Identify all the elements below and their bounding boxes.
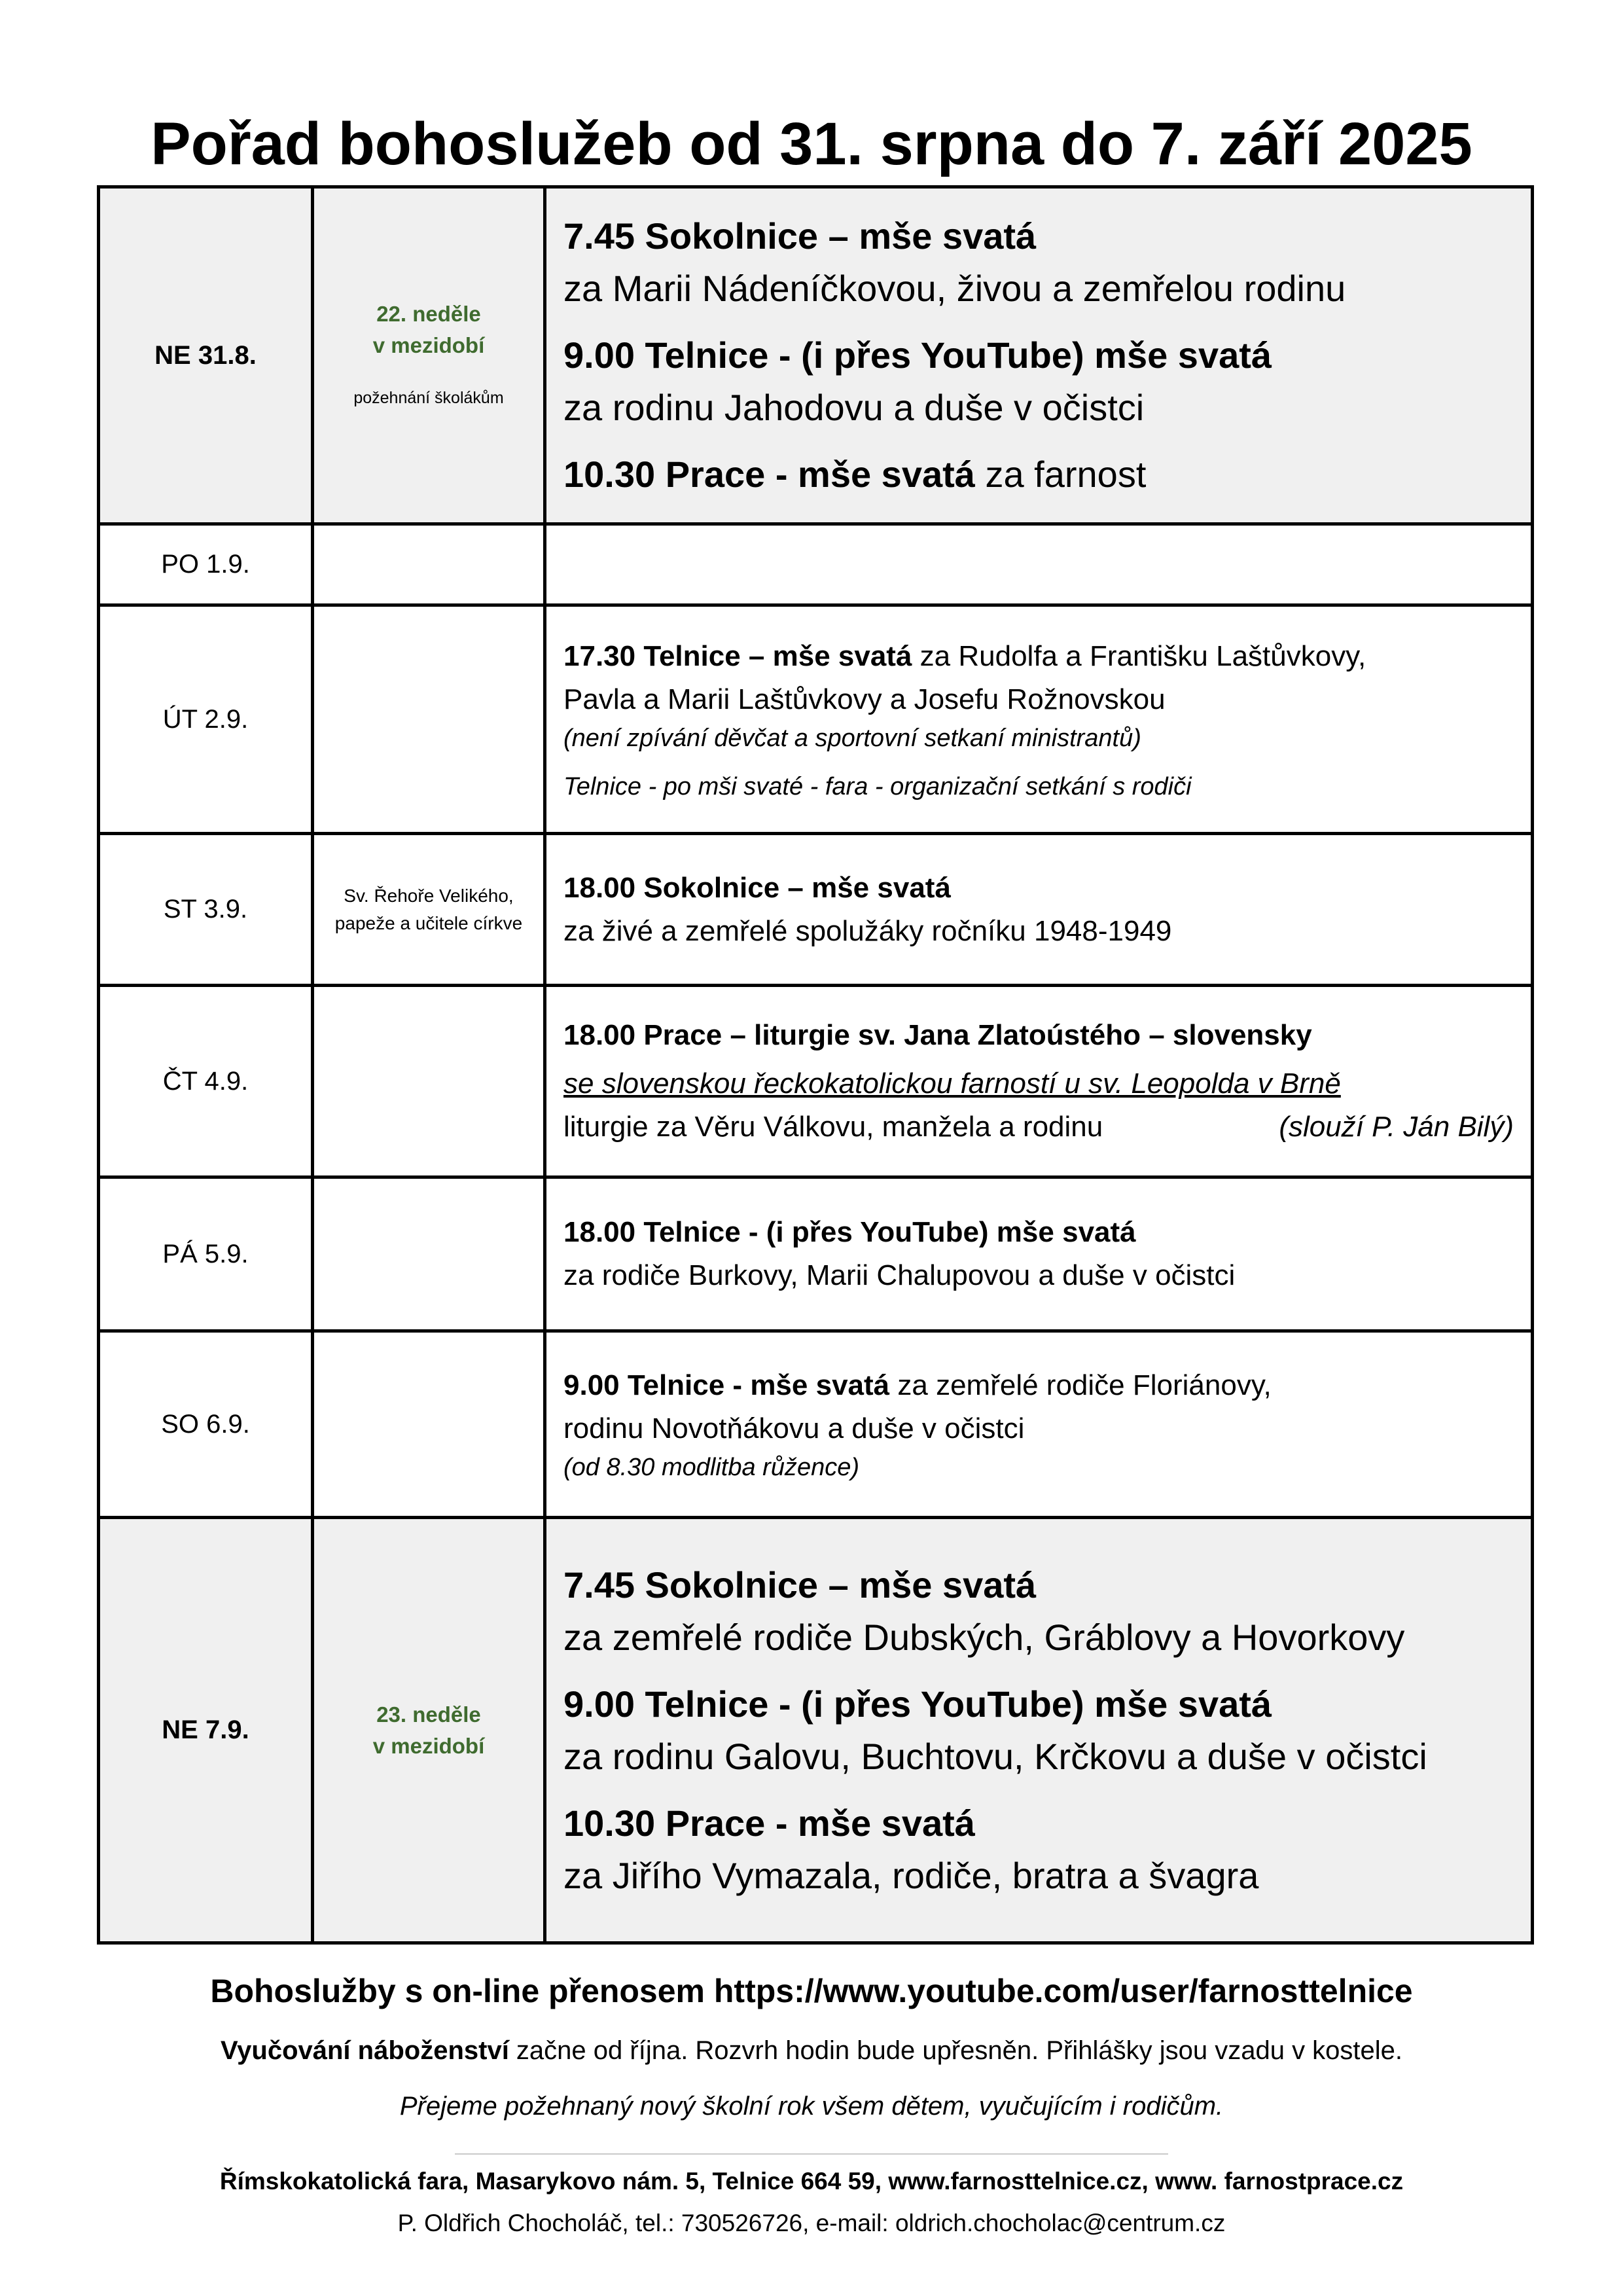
table-row (99, 187, 1533, 524)
mass-cell (545, 605, 1533, 834)
mass-title: 7.45 Sokolnice – mše svatá (563, 1564, 1037, 1605)
mass-intention: za rodiče Burkovy, Marii Chalupovou a duše v očistci (563, 1259, 1236, 1291)
mass-cell (545, 834, 1533, 986)
priest-contact: P. Oldřich Chocholáč, tel.: 730526726, e-mail: oldrich.chocholac@centrum.cz (397, 2210, 1226, 2236)
mass-cell (545, 187, 1533, 524)
mass-intention: za Marii Nádeníčkovou, živou a zemřelou rodinu (563, 268, 1346, 309)
mass-title: 17.30 Telnice – mše svatá (563, 640, 912, 672)
religion-class-label: Vyučování náboženství (220, 2036, 509, 2065)
feast-name-2: v mezidobí (372, 333, 485, 357)
feast-cell (313, 1177, 545, 1331)
mass-intention: za farnost (985, 454, 1147, 495)
mass-intention: za zemřelé rodiče Floriánovy, (897, 1369, 1272, 1401)
day-cell: PÁ 5.9. (99, 1177, 313, 1331)
mass-cell (545, 524, 1533, 605)
mass-note: Telnice - po mši svaté - fara - organizační setkání s rodiči (563, 773, 1192, 800)
mass-cell (545, 1518, 1533, 1943)
table-row (99, 986, 1533, 1177)
mass-note: (od 8.30 modlitba růžence) (563, 1454, 860, 1481)
mass-cell (545, 1177, 1533, 1331)
mass-cell (545, 1331, 1533, 1518)
feast-name: 23. neděle (376, 1702, 481, 1727)
religion-class-text: začne od října. Rozvrh hodin bude upřesněn. Přihlášky jsou vzadu v kostele. (508, 2036, 1403, 2065)
parish-address: Římskokatolická fara, Masarykovo nám. 5, Telnice 664 59, www.farnosttelnice.cz, www. farnostprace.cz (219, 2168, 1404, 2195)
table-row (99, 605, 1533, 834)
feast-cell (313, 1331, 545, 1518)
mass-intention: za Rudolfa a Františku Laštůvkovy, (919, 640, 1366, 672)
mass-title: 18.00 Sokolnice – mše svatá (563, 871, 951, 904)
mass-title: 9.00 Telnice - mše svatá (563, 1369, 890, 1401)
mass-intention: za rodinu Jahodovu a duše v očistci (563, 387, 1145, 428)
day-cell: NE 7.9. (99, 1518, 313, 1943)
day-cell: NE 31.8. (99, 187, 313, 524)
mass-title: 9.00 Telnice - (i přes YouTube) mše svatá (563, 1683, 1272, 1725)
feast-cell (313, 187, 545, 524)
schedule-table (97, 185, 1534, 1945)
mass-title: 7.45 Sokolnice – mše svatá (563, 215, 1037, 257)
feast-cell (313, 834, 545, 986)
page-title: Pořad bohoslužeb od 31. srpna do 7. září 2025 (151, 111, 1472, 177)
mass-note: (není zpívání děvčat a sportovní setkaní ministrantů) (563, 725, 1141, 752)
mass-celebrant: (slouží P. Ján Bilý) (1279, 1111, 1514, 1143)
table-row (99, 1331, 1533, 1518)
feast-cell (313, 1518, 545, 1943)
mass-title: 10.30 Prace - mše svatá (563, 1802, 975, 1844)
day-cell: ČT 4.9. (99, 986, 313, 1177)
mass-intention: za zemřelé rodiče Dubských, Gráblovy a Hovorkovy (563, 1616, 1405, 1658)
feast-name-2: papeže a učitele církve (334, 912, 523, 933)
mass-title: 18.00 Prace – liturgie sv. Jana Zlatoústého – slovensky (563, 1019, 1312, 1051)
day-cell: PO 1.9. (99, 524, 313, 605)
mass-parish: se slovenskou řeckokatolickou farností u sv. Leopolda v Brně (563, 1067, 1341, 1100)
table-row (99, 524, 1533, 605)
day-cell: ÚT 2.9. (99, 605, 313, 834)
day-cell: SO 6.9. (99, 1331, 313, 1518)
mass-intention: liturgie za Věru Válkovu, manžela a rodinu (563, 1111, 1103, 1143)
table-row (99, 834, 1533, 986)
table-row (99, 1177, 1533, 1331)
mass-cell (545, 986, 1533, 1177)
feast-cell (313, 605, 545, 834)
feast-cell (313, 524, 545, 605)
feast-cell (313, 986, 545, 1177)
feast-name: 22. neděle (376, 302, 481, 326)
mass-intention-2: Pavla a Marii Laštůvkovy a Josefu Rožnovskou (563, 683, 1166, 715)
school-year-wish: Přejeme požehnaný nový školní rok všem dětem, vyučujícím i rodičům. (399, 2092, 1224, 2121)
online-broadcast-note: Bohoslužby s on-line přenosem https://www.youtube.com/user/farnosttelnice (210, 1973, 1413, 2009)
religion-class-note (0, 2032, 1623, 2069)
mass-intention-2: rodinu Novotňákovu a duše v očistci (563, 1412, 1025, 1444)
mass-title: 9.00 Telnice - (i přes YouTube) mše svatá (563, 334, 1272, 376)
feast-note: požehnání školákům (353, 389, 504, 407)
footer-divider (455, 2153, 1168, 2155)
mass-intention: za rodinu Galovu, Buchtovu, Krčkovu a duše v očistci (563, 1735, 1427, 1777)
day-cell: ST 3.9. (99, 834, 313, 986)
mass-intention: za živé a zemřelé spolužáky ročníku 1948-1949 (563, 914, 1172, 947)
feast-name: Sv. Řehoře Velikého, (344, 885, 514, 906)
mass-title: 18.00 Telnice - (i přes YouTube) mše svatá (563, 1216, 1136, 1248)
mass-title: 10.30 Prace - mše svatá (563, 454, 975, 495)
table-row (99, 1518, 1533, 1943)
feast-name-2: v mezidobí (372, 1733, 485, 1758)
mass-intention: za Jiřího Vymazala, rodiče, bratra a švagra (563, 1854, 1259, 1896)
